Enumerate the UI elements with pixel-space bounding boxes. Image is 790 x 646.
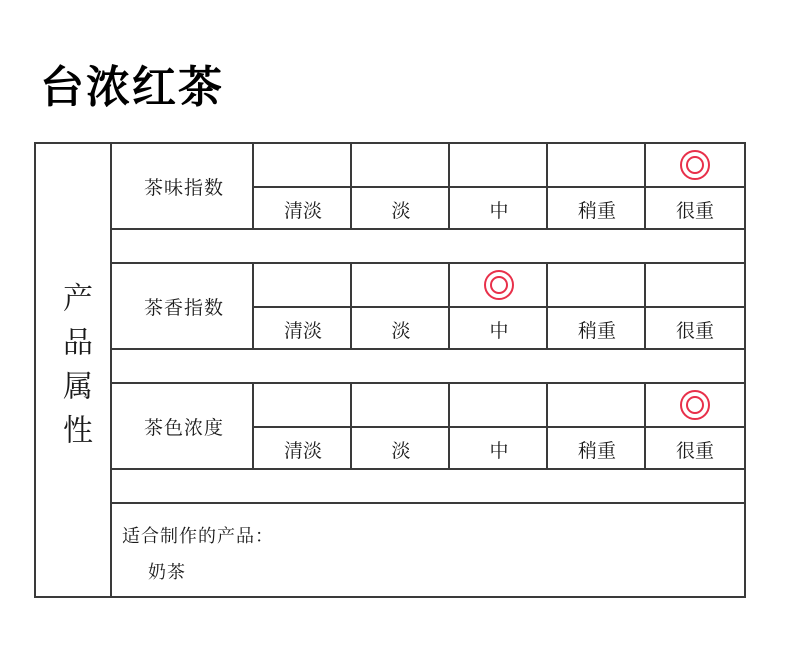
level-label: 淡: [391, 199, 411, 222]
double-circle-icon: [450, 264, 548, 306]
double-circle-icon: [646, 384, 744, 426]
page-title: 台浓红茶: [40, 62, 224, 113]
grid-line: [112, 262, 744, 264]
level-label: 淡: [391, 439, 411, 462]
level-label: 稍重: [577, 319, 616, 342]
attribute-label: 茶香指数: [143, 296, 224, 319]
level-label: 清淡: [283, 319, 322, 342]
level-label: 中: [489, 319, 509, 342]
attribute-label: 茶色浓度: [143, 416, 224, 439]
suitable-products-value: 奶茶: [148, 562, 186, 583]
attribute-card: [34, 142, 746, 598]
side-label-text: 产品属性: [57, 282, 92, 458]
level-label: 清淡: [283, 199, 322, 222]
level-label: 很重: [675, 439, 714, 462]
level-label: 中: [489, 439, 509, 462]
selected-mark: [680, 390, 710, 420]
level-label: 中: [489, 199, 509, 222]
level-label: 稍重: [577, 439, 616, 462]
selected-mark: [680, 150, 710, 180]
level-label: 清淡: [283, 439, 322, 462]
side-label: [36, 144, 112, 596]
level-label: 淡: [391, 319, 411, 342]
selected-mark: [484, 270, 514, 300]
attribute-label: 茶味指数: [143, 176, 224, 199]
grid-line: [112, 502, 744, 504]
double-circle-icon: [646, 144, 744, 186]
suitable-products-heading: 适合制作的产品：: [122, 526, 274, 547]
level-label: 稍重: [577, 199, 616, 222]
level-label: 很重: [675, 199, 714, 222]
side-divider: [110, 144, 112, 596]
level-label: 很重: [675, 319, 714, 342]
